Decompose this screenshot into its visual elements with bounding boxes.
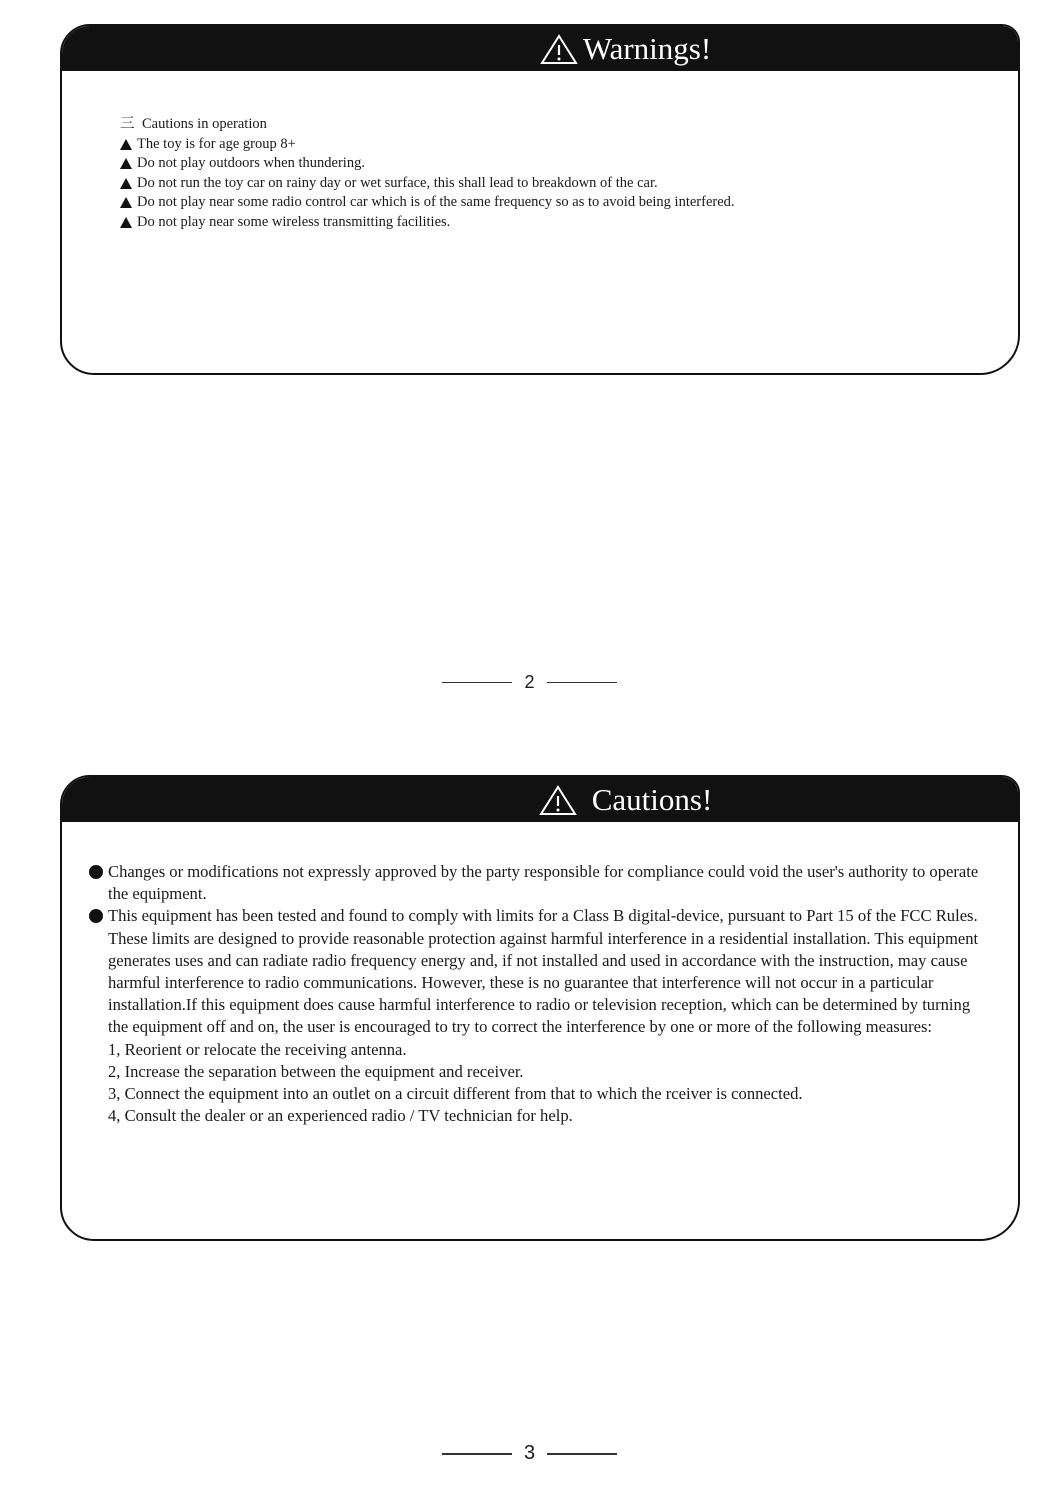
warnings-list <box>120 135 1018 233</box>
cautions-panel <box>60 775 1020 1241</box>
warnings-subhead <box>120 115 1018 135</box>
list-item: Do not play outdoors when thundering. <box>120 154 1018 174</box>
cautions-paragraph: Changes or modifications not expressly approved by the party responsible for compliance could void the user's authority to operate the equipment. <box>86 861 988 905</box>
cautions-body <box>62 822 1018 1127</box>
warnings-panel <box>60 24 1020 375</box>
divider <box>442 1453 512 1455</box>
triangle-bullet-icon <box>120 178 132 189</box>
triangle-bullet-icon <box>120 139 132 150</box>
page-number-text: 2 <box>524 672 535 692</box>
divider <box>442 682 512 683</box>
cautions-header <box>62 777 1018 822</box>
list-item: Do not play near some radio control car which is of the same frequency so as to avoid being interfered. <box>120 193 1018 213</box>
warnings-header <box>62 26 1018 71</box>
page-number-text: 3 <box>523 1442 536 1464</box>
divider <box>547 682 617 683</box>
list-item: 4, Consult the dealer or an experienced radio / TV technician for help. <box>108 1106 573 1126</box>
warnings-subhead-text: Cautions in operation <box>142 116 267 132</box>
measures-list <box>86 1039 988 1128</box>
list-item: 1, Reorient or relocate the receiving antenna. <box>108 1039 407 1059</box>
warning-triangle-icon <box>539 33 579 65</box>
bullet-dot-icon <box>89 909 103 923</box>
list-item: 2, Increase the separation between the equipment and receiver. <box>108 1061 524 1081</box>
warning-triangle-icon <box>538 784 578 816</box>
list-item: 3, Connect the equipment into an outlet on a circuit different from that to which the rceiver is connected. <box>108 1084 803 1104</box>
triangle-bullet-icon <box>120 217 132 228</box>
page-number-2 <box>0 672 1059 693</box>
list-item: The toy is for age group 8+ <box>120 135 1018 155</box>
cautions-title: Cautions! <box>591 781 713 817</box>
list-item: Do not play near some wireless transmitting facilities. <box>120 213 1018 233</box>
page-number-3 <box>0 1442 1059 1465</box>
warnings-body <box>62 71 1018 232</box>
bullet-dot-icon <box>89 865 103 879</box>
triangle-bullet-icon <box>120 197 132 208</box>
divider <box>547 1453 617 1455</box>
cautions-paragraph: This equipment has been tested and found to comply with limits for a Class B digital-device, pursuant to Part 15 of the FCC Rules. These limits are designed to provide reasonable protection against harmful interference in a residential installation. This equipment generates uses and can radiate radio frequency energy and, if not installed and used in accordance with the instruction, may cause harmful interference to radio communications. However, these is no guarantee that interference will not occur in a particular installation.If this equipment does cause harmful interference to radio or television reception, which can be determined by turning the equipment off and on, the user is encouraged to try to correct the interference by one or more of the following measures: <box>86 905 988 1038</box>
triangle-bullet-icon <box>120 158 132 169</box>
list-item: Do not run the toy car on rainy day or wet surface, this shall lead to breakdown of the car. <box>120 174 1018 194</box>
section-number-mark: 三 <box>120 116 135 132</box>
warnings-title: Warnings! <box>582 30 712 66</box>
